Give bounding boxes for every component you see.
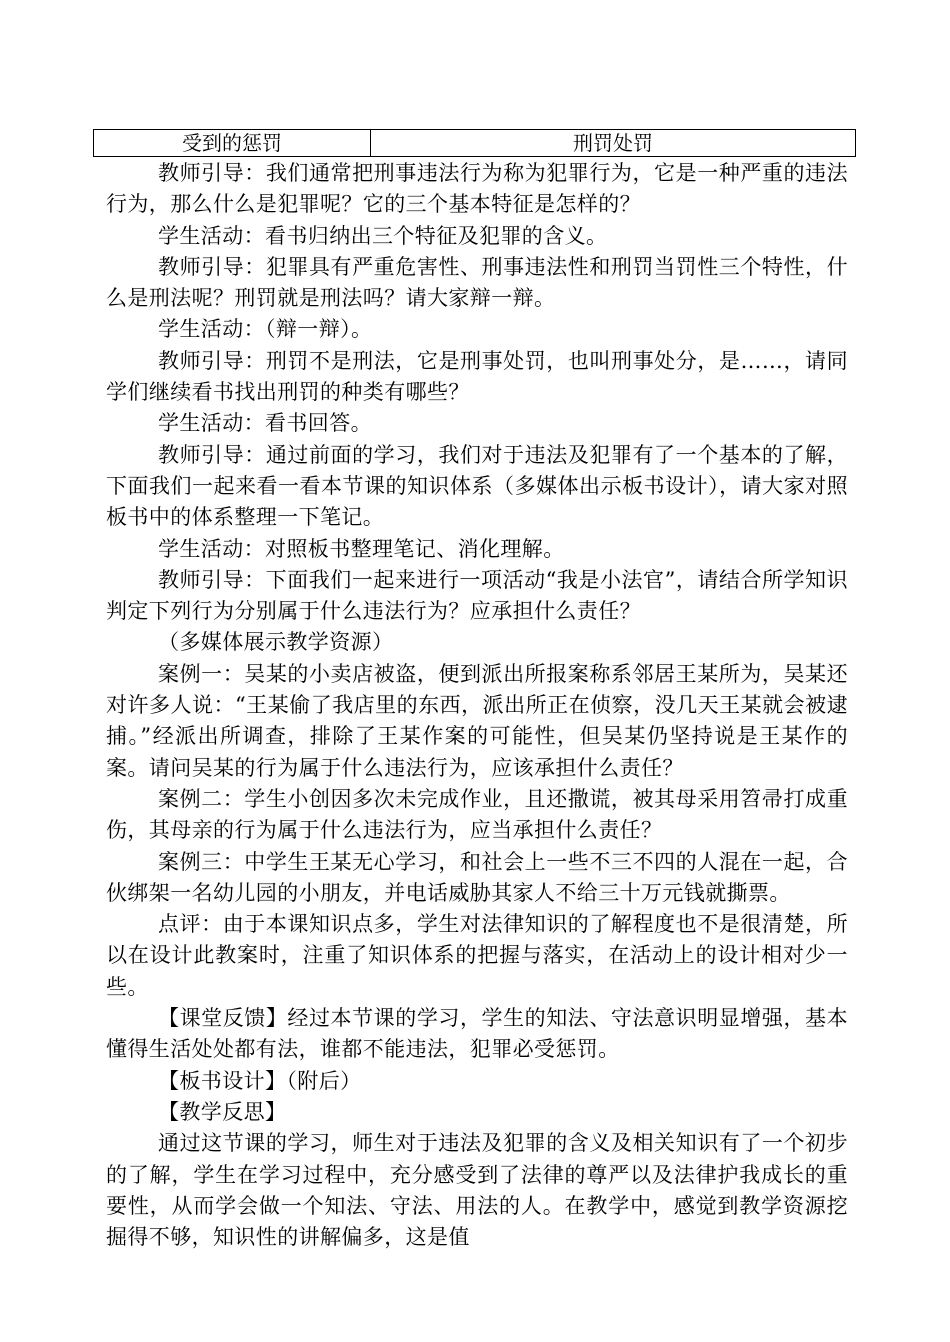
paragraph-reflection-body: 通过这节课的学习，师生对于违法及犯罪的含义及相关知识有了一个初步的了解，学生在学习过程中，充分感受到了法律的尊严以及法律护我成长的重要性，从而学会做一个知法、守法、用法的人。在教学中，感觉到教学资源挖掘得不够，知识性的讲解偏多，这是值 (106, 1131, 848, 1250)
paragraph-teacher-guide-4: 教师引导：通过前面的学习，我们对于违法及犯罪有了一个基本的了解，下面我们一起来看一看本节课的知识体系（多媒体出示板书设计），请大家对照板书中的体系整理一下笔记。 (106, 442, 848, 530)
paragraph-case-1: 案例一：吴某的小卖店被盗，便到派出所报案称系邻居王某所为，吴某还对许多人说：“王某偷了我店里的东西，派出所正在侦察，没几天王某就会被逮捕。”经派出所调查，排除了王某作案的可能性，但吴某仍坚持说是王某作的案。请问吴某的行为属于什么违法行为，应该承担什么责任？ (106, 661, 848, 780)
paragraph-board-design: 【板书设计】（附后） (158, 1068, 362, 1093)
paragraph-case-3: 案例三：中学生王某无心学习，和社会上一些不三不四的人混在一起，合伙绑架一名幼儿园的小朋友，并电话威胁其家人不给三十万元钱就撕票。 (106, 849, 848, 905)
paragraph-case-2: 案例二：学生小创因多次未完成作业，且还撒谎，被其母采用笤帚打成重伤，其母亲的行为属于什么违法行为，应当承担什么责任？ (106, 786, 848, 843)
paragraph-teacher-guide-3: 教师引导：刑罚不是刑法，它是刑事处罚，也叫刑事处分，是……，请同学们继续看书找出刑罚的种类有哪些？ (106, 348, 848, 405)
paragraph-teacher-guide-1: 教师引导：我们通常把刑事违法行为称为犯罪行为，它是一种严重的违法行为，那么什么是犯罪呢？它的三个基本特征是怎样的？ (106, 161, 848, 217)
paragraph-multimedia-note: （多媒体展示教学资源） (158, 630, 394, 655)
paragraph-teacher-guide-5: 教师引导：下面我们一起来进行一项活动“我是小法官”，请结合所学知识判定下列行为分别属于什么违法行为？应承担什么责任？ (106, 567, 848, 624)
paragraph-class-feedback: 【课堂反馈】经过本节课的学习，学生的知法、守法意识明显增强，基本懂得生活处处都有法，谁都不能违法，犯罪必受惩罚。 (106, 1006, 848, 1062)
lesson-body (106, 158, 848, 1253)
paragraph-reflection-heading: 【教学反思】 (158, 1099, 287, 1124)
paragraph-teacher-guide-2: 教师引导：犯罪具有严重危害性、刑事违法性和刑罚当罚性三个特性，什么是刑法呢？刑罚就是刑法吗？请大家辩一辩。 (106, 254, 848, 311)
paragraph-student-activity-4: 学生活动：对照板书整理笔记、消化理解。 (158, 536, 565, 561)
paragraph-commentary: 点评：由于本课知识点多，学生对法律知识的了解程度也不是很清楚，所以在设计此教案时，注重了知识体系的把握与落实，在活动上的设计相对少一些。 (106, 912, 848, 999)
paragraph-student-activity-2: 学生活动：（辩一辩）。 (158, 317, 373, 342)
table-cell-punishment-received: 受到的惩罚 (94, 130, 371, 156)
punishment-table-row (93, 129, 856, 157)
paragraph-student-activity-3: 学生活动：看书回答。 (158, 411, 372, 436)
paragraph-student-activity-1: 学生活动：看书归纳出三个特征及犯罪的含义。 (158, 223, 608, 248)
table-cell-criminal-penalty: 刑罚处罚 (573, 131, 653, 155)
